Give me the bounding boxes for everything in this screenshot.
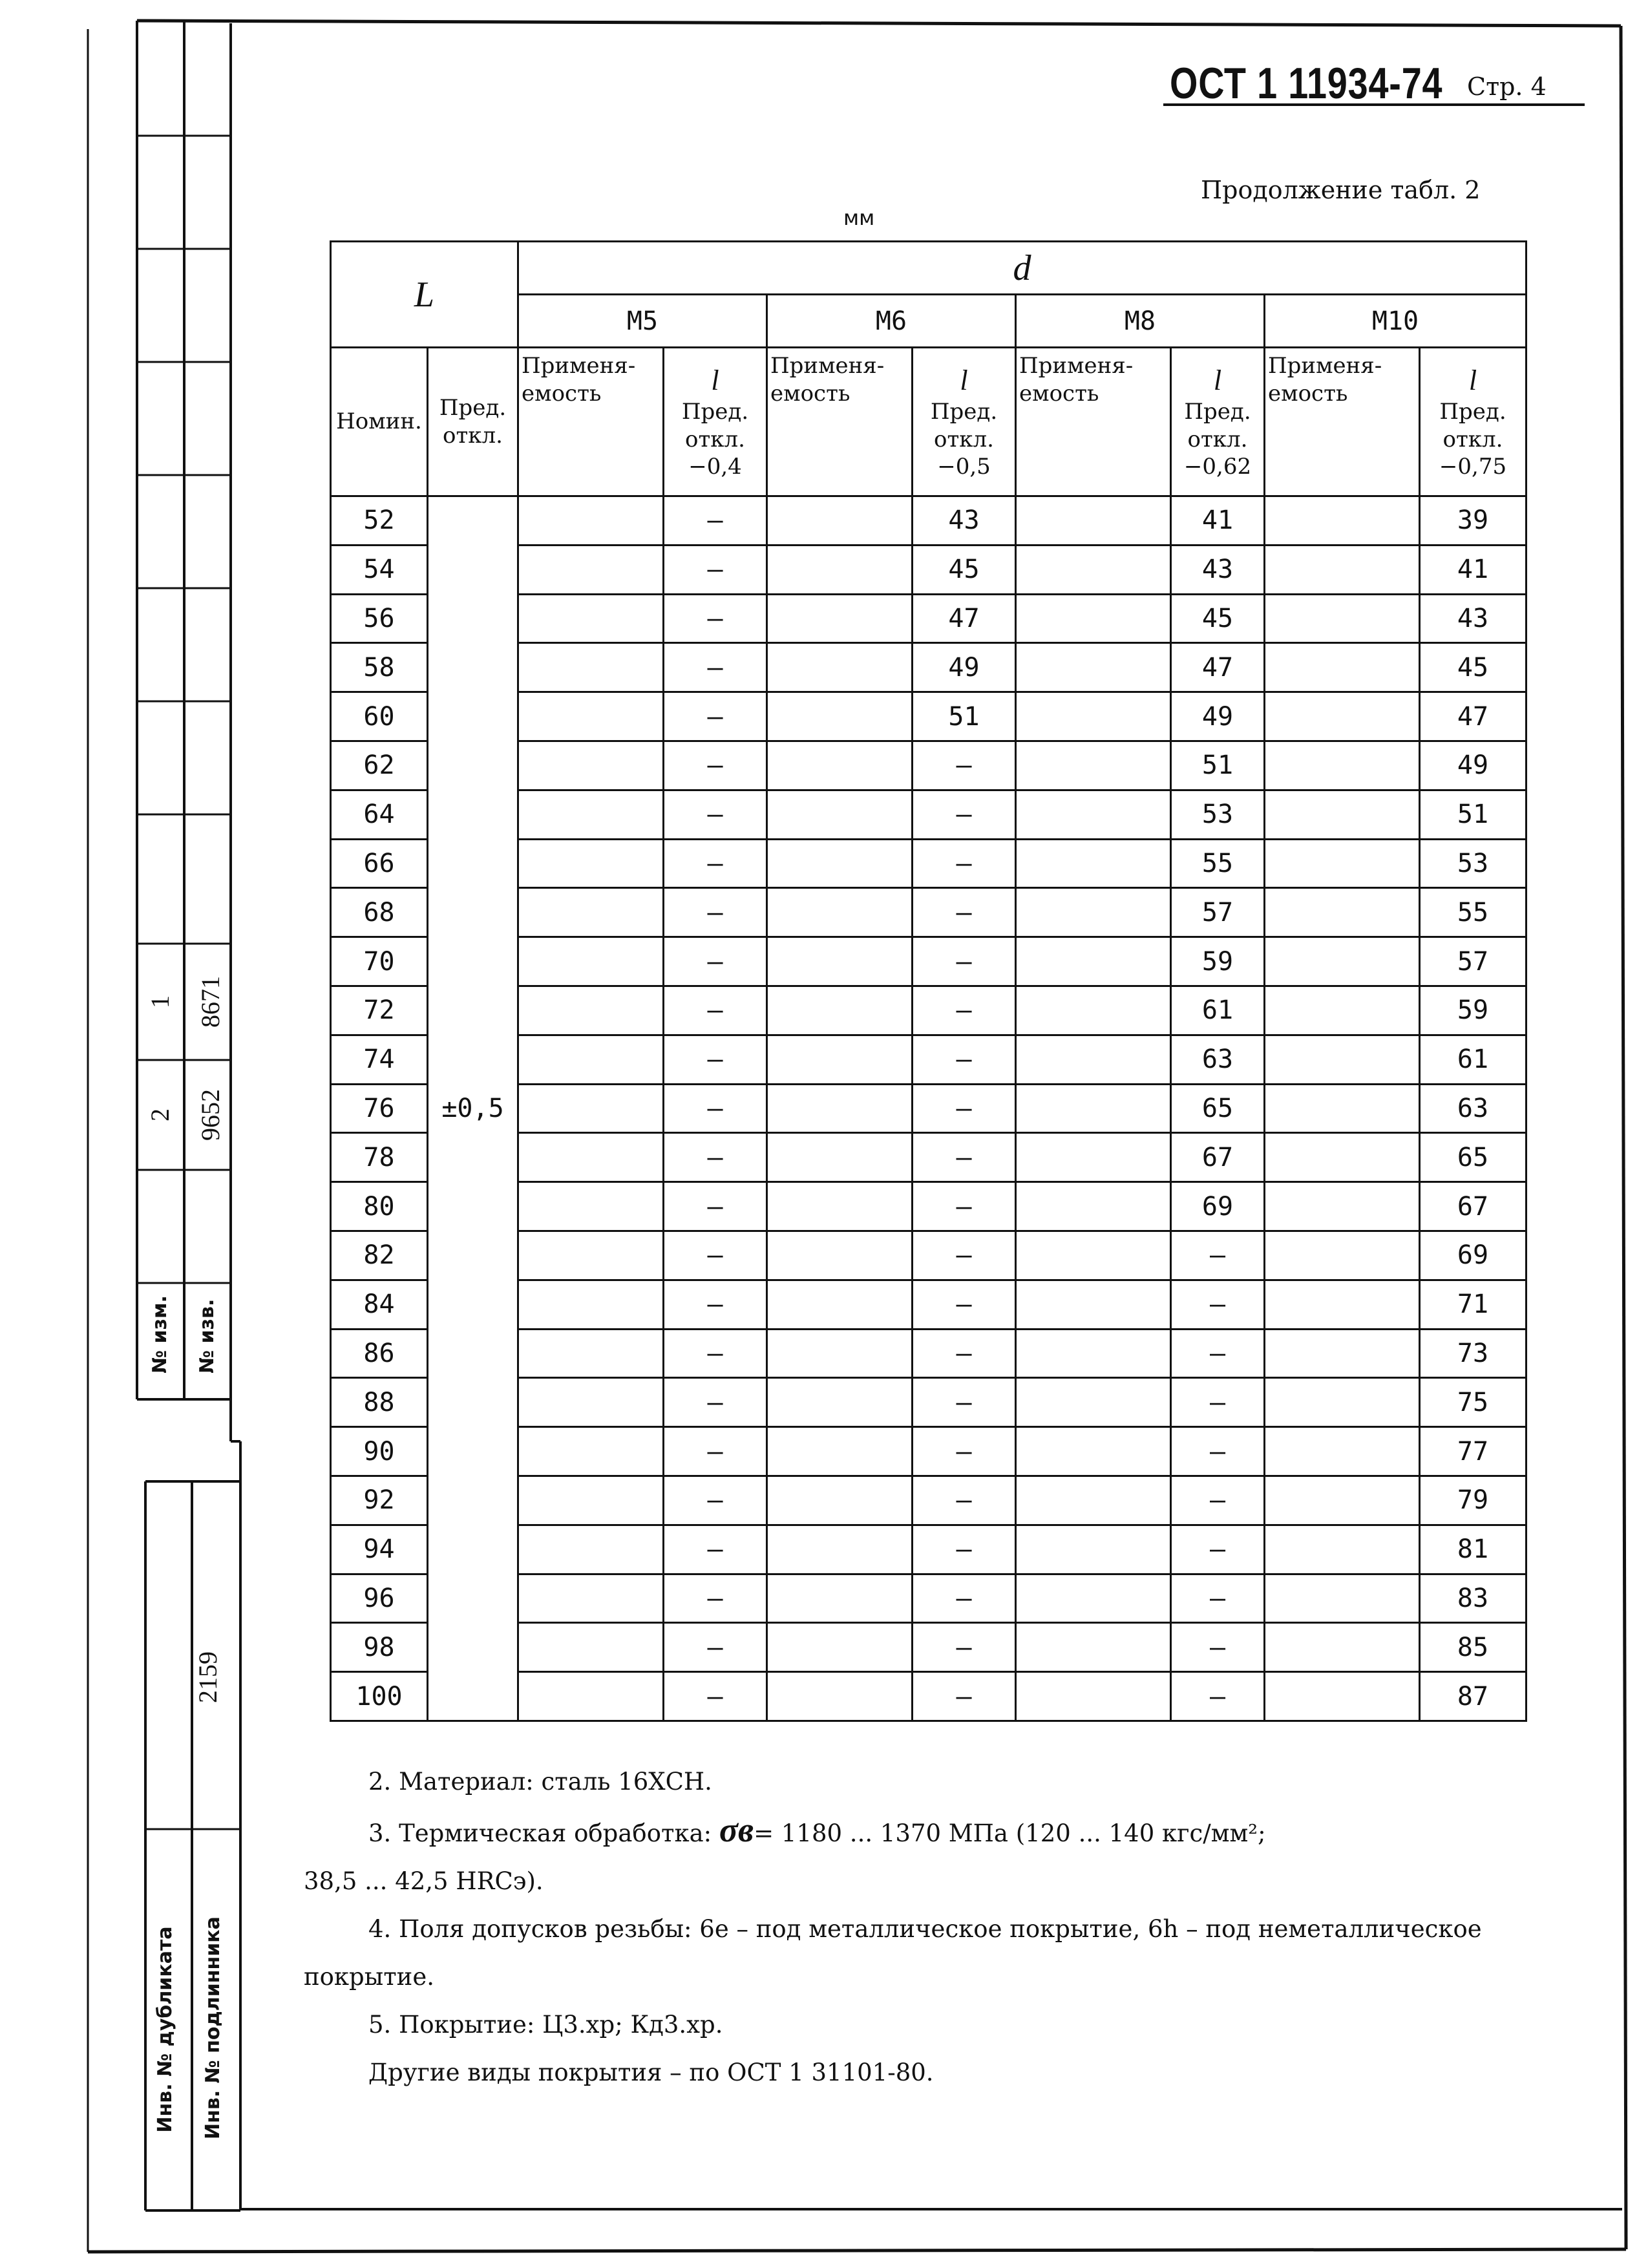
- applicability-cell-m6: [767, 545, 913, 594]
- l-cell-m5: –: [664, 1231, 767, 1280]
- applicability-cell-m5: [518, 692, 664, 741]
- note-heat-treatment: 3. Термическая обработка: σв= 1180 ... 1370 МПа (120 ... 140 кгс/мм²;: [368, 1810, 1266, 1849]
- l-cell-m5: –: [664, 888, 767, 937]
- change-number-2: 2: [145, 1108, 174, 1121]
- applicability-cell-m5: [518, 1574, 664, 1623]
- l-cell-m10: 75: [1420, 1378, 1527, 1427]
- L-header: L: [331, 242, 518, 348]
- applicability-cell-m8: [1016, 839, 1171, 888]
- applicability-cell-m5: [518, 986, 664, 1035]
- applicability-cell-m10: [1265, 888, 1420, 937]
- applicability-cell-m5: [518, 1182, 664, 1231]
- applicability-cell-m10: [1265, 839, 1420, 888]
- applicability-cell-m6: [767, 496, 913, 546]
- l-cell-m6: –: [913, 1427, 1016, 1476]
- nominal-length-cell: 72: [331, 986, 428, 1035]
- applicability-cell-m6: [767, 1133, 913, 1182]
- applicability-cell-m5: [518, 790, 664, 839]
- applicability-cell-m5: [518, 496, 664, 546]
- applicability-cell-m5: [518, 1084, 664, 1133]
- applicability-cell-m6: [767, 1672, 913, 1721]
- note-material: 2. Материал: сталь 16ХСН.: [368, 1768, 712, 1796]
- l-cell-m10: 47: [1420, 692, 1527, 741]
- l-cell-m5: –: [664, 643, 767, 692]
- l-cell-m8: –: [1171, 1231, 1265, 1280]
- applicability-cell-m8: [1016, 1623, 1171, 1672]
- l-cell-m10: 73: [1420, 1329, 1527, 1378]
- nominal-length-cell: 80: [331, 1182, 428, 1231]
- l-cell-m8: 49: [1171, 692, 1265, 741]
- applicability-cell-m6: [767, 986, 913, 1035]
- nominal-length-cell: 98: [331, 1623, 428, 1672]
- nominal-length-cell: 90: [331, 1427, 428, 1476]
- nominal-length-cell: 86: [331, 1329, 428, 1378]
- l-header-m8: l Пред. откл. −0,62: [1171, 348, 1265, 496]
- nominal-length-cell: 94: [331, 1525, 428, 1574]
- nominal-length-cell: 70: [331, 937, 428, 986]
- l-cell-m8: 59: [1171, 937, 1265, 986]
- nominal-header: Номин.: [331, 348, 428, 496]
- l-cell-m10: 49: [1420, 741, 1527, 790]
- deviation-header: Пред. откл.: [428, 348, 518, 496]
- l-cell-m5: –: [664, 692, 767, 741]
- applicability-cell-m8: [1016, 594, 1171, 643]
- l-cell-m6: –: [913, 1623, 1016, 1672]
- l-cell-m8: 57: [1171, 888, 1265, 937]
- applicability-cell-m6: [767, 1574, 913, 1623]
- l-cell-m6: –: [913, 986, 1016, 1035]
- nominal-length-cell: 92: [331, 1476, 428, 1525]
- l-cell-m10: 83: [1420, 1574, 1527, 1623]
- applicability-cell-m8: [1016, 1427, 1171, 1476]
- l-cell-m6: 47: [913, 594, 1016, 643]
- applicability-cell-m8: [1016, 888, 1171, 937]
- applicability-cell-m6: [767, 1378, 913, 1427]
- applicability-cell-m8: [1016, 1280, 1171, 1329]
- table-body: [331, 496, 1527, 1721]
- l-cell-m8: 53: [1171, 790, 1265, 839]
- l-cell-m5: –: [664, 1623, 767, 1672]
- applicability-cell-m5: [518, 1378, 664, 1427]
- l-cell-m10: 85: [1420, 1623, 1527, 1672]
- nominal-length-cell: 54: [331, 545, 428, 594]
- applicability-cell-m5: [518, 1525, 664, 1574]
- l-cell-m5: –: [664, 1525, 767, 1574]
- applicability-cell-m8: [1016, 1133, 1171, 1182]
- l-cell-m6: –: [913, 1035, 1016, 1084]
- thread-m8-header: М8: [1016, 295, 1265, 348]
- l-cell-m10: 59: [1420, 986, 1527, 1035]
- applicability-cell-m10: [1265, 1182, 1420, 1231]
- applicability-cell-m8: [1016, 1525, 1171, 1574]
- l-cell-m10: 41: [1420, 545, 1527, 594]
- note-thread-tolerance: 4. Поля допусков резьбы: 6е – под металлическое покрытие, 6h – под неметаллическое: [368, 1915, 1482, 1943]
- applicability-cell-m10: [1265, 1378, 1420, 1427]
- thread-m10-header: М10: [1265, 295, 1527, 348]
- applicability-cell-m8: [1016, 1084, 1171, 1133]
- l-cell-m5: –: [664, 1329, 767, 1378]
- applicability-cell-m6: [767, 937, 913, 986]
- l-header-m5: l Пред. откл. −0,4: [664, 348, 767, 496]
- l-header-m10: l Пред. откл. −0,75: [1420, 348, 1527, 496]
- l-cell-m6: –: [913, 937, 1016, 986]
- l-cell-m6: –: [913, 1476, 1016, 1525]
- applicability-cell-m6: [767, 1231, 913, 1280]
- l-cell-m5: –: [664, 1084, 767, 1133]
- l-header-m6: l Пред. откл. −0,5: [913, 348, 1016, 496]
- l-cell-m6: –: [913, 1574, 1016, 1623]
- nominal-length-cell: 62: [331, 741, 428, 790]
- applicability-cell-m8: [1016, 1182, 1171, 1231]
- applicability-cell-m5: [518, 1672, 664, 1721]
- l-cell-m6: –: [913, 1231, 1016, 1280]
- nominal-length-cell: 74: [331, 1035, 428, 1084]
- applicability-cell-m5: [518, 1476, 664, 1525]
- inv-duplicate-label: Инв. № дубликата: [154, 1926, 176, 2133]
- applicability-cell-m10: [1265, 1231, 1420, 1280]
- applicability-cell-m5: [518, 741, 664, 790]
- applicability-cell-m8: [1016, 1378, 1171, 1427]
- applicability-cell-m10: [1265, 692, 1420, 741]
- note-coating: 5. Покрытие: Ц3.хр; Кд3.хр.: [368, 2011, 723, 2039]
- dimensions-table: [330, 240, 1527, 1722]
- l-cell-m6: –: [913, 1672, 1016, 1721]
- applicability-cell-m8: [1016, 496, 1171, 546]
- l-cell-m8: –: [1171, 1378, 1265, 1427]
- applicability-cell-m10: [1265, 1329, 1420, 1378]
- l-cell-m8: –: [1171, 1476, 1265, 1525]
- applicability-cell-m8: [1016, 1329, 1171, 1378]
- l-cell-m8: 63: [1171, 1035, 1265, 1084]
- l-cell-m8: –: [1171, 1574, 1265, 1623]
- l-cell-m5: –: [664, 1476, 767, 1525]
- l-cell-m5: –: [664, 839, 767, 888]
- l-cell-m6: 43: [913, 496, 1016, 546]
- l-cell-m8: 45: [1171, 594, 1265, 643]
- applicability-cell-m6: [767, 741, 913, 790]
- l-cell-m8: –: [1171, 1280, 1265, 1329]
- nominal-length-cell: 76: [331, 1084, 428, 1133]
- l-cell-m10: 67: [1420, 1182, 1527, 1231]
- page-number: Стр. 4: [1467, 72, 1547, 101]
- applicability-cell-m5: [518, 1133, 664, 1182]
- thread-m6-header: М6: [767, 295, 1016, 348]
- l-cell-m5: –: [664, 545, 767, 594]
- applicability-cell-m6: [767, 1182, 913, 1231]
- l-cell-m5: –: [664, 1574, 767, 1623]
- applicability-cell-m8: [1016, 1231, 1171, 1280]
- notice-number-1: 8671: [196, 976, 225, 1028]
- l-cell-m6: –: [913, 741, 1016, 790]
- l-cell-m10: 79: [1420, 1476, 1527, 1525]
- applicability-cell-m10: [1265, 545, 1420, 594]
- l-cell-m10: 39: [1420, 496, 1527, 546]
- applicability-cell-m10: [1265, 1672, 1420, 1721]
- nominal-length-cell: 68: [331, 888, 428, 937]
- applicability-cell-m10: [1265, 1476, 1420, 1525]
- applicability-cell-m8: [1016, 643, 1171, 692]
- note-thread-tolerance-cont: покрытие.: [304, 1963, 434, 1991]
- l-cell-m8: –: [1171, 1672, 1265, 1721]
- l-cell-m8: –: [1171, 1525, 1265, 1574]
- applicability-cell-m5: [518, 1329, 664, 1378]
- l-cell-m5: –: [664, 1133, 767, 1182]
- l-cell-m6: 45: [913, 545, 1016, 594]
- l-cell-m10: 69: [1420, 1231, 1527, 1280]
- nominal-length-cell: 58: [331, 643, 428, 692]
- l-cell-m8: 67: [1171, 1133, 1265, 1182]
- applicability-cell-m6: [767, 790, 913, 839]
- nominal-length-cell: 78: [331, 1133, 428, 1182]
- l-cell-m8: 41: [1171, 496, 1265, 546]
- applicability-cell-m10: [1265, 594, 1420, 643]
- applicability-cell-m10: [1265, 1427, 1420, 1476]
- l-cell-m10: 63: [1420, 1084, 1527, 1133]
- applicability-cell-m6: [767, 1035, 913, 1084]
- applicability-cell-m10: [1265, 1133, 1420, 1182]
- nominal-length-cell: 88: [331, 1378, 428, 1427]
- l-cell-m8: 51: [1171, 741, 1265, 790]
- applicability-cell-m10: [1265, 741, 1420, 790]
- applicability-cell-m5: [518, 937, 664, 986]
- l-cell-m6: –: [913, 1280, 1016, 1329]
- l-cell-m10: 71: [1420, 1280, 1527, 1329]
- l-cell-m5: –: [664, 937, 767, 986]
- note-other-coatings: Другие виды покрытия – по ОСТ 1 31101-80.: [368, 2059, 934, 2086]
- applicability-cell-m6: [767, 692, 913, 741]
- l-cell-m6: 49: [913, 643, 1016, 692]
- l-cell-m8: 43: [1171, 545, 1265, 594]
- l-cell-m10: 77: [1420, 1427, 1527, 1476]
- l-cell-m6: 51: [913, 692, 1016, 741]
- note-heat-treatment-cont: 38,5 ... 42,5 HRCэ).: [304, 1867, 544, 1895]
- l-cell-m10: 61: [1420, 1035, 1527, 1084]
- applicability-cell-m6: [767, 839, 913, 888]
- applicability-cell-m8: [1016, 1035, 1171, 1084]
- applicability-cell-m8: [1016, 1672, 1171, 1721]
- l-cell-m5: –: [664, 1280, 767, 1329]
- l-cell-m10: 43: [1420, 594, 1527, 643]
- applicability-cell-m8: [1016, 986, 1171, 1035]
- l-cell-m5: –: [664, 986, 767, 1035]
- applicability-cell-m5: [518, 594, 664, 643]
- l-cell-m8: 55: [1171, 839, 1265, 888]
- applicability-cell-m10: [1265, 643, 1420, 692]
- l-cell-m8: 61: [1171, 986, 1265, 1035]
- applicability-cell-m6: [767, 643, 913, 692]
- l-cell-m5: –: [664, 496, 767, 546]
- l-cell-m6: –: [913, 1525, 1016, 1574]
- nominal-length-cell: 52: [331, 496, 428, 546]
- applicability-cell-m8: [1016, 937, 1171, 986]
- nominal-length-cell: 84: [331, 1280, 428, 1329]
- tolerance-cell: ±0,5: [428, 496, 518, 1721]
- applicability-cell-m5: [518, 1623, 664, 1672]
- nominal-length-cell: 56: [331, 594, 428, 643]
- l-cell-m6: –: [913, 1182, 1016, 1231]
- applicability-cell-m6: [767, 888, 913, 937]
- applicability-cell-m5: [518, 888, 664, 937]
- l-cell-m10: 81: [1420, 1525, 1527, 1574]
- l-cell-m10: 57: [1420, 937, 1527, 986]
- applicability-cell-m10: [1265, 1035, 1420, 1084]
- applicability-cell-m5: [518, 1231, 664, 1280]
- l-cell-m8: –: [1171, 1329, 1265, 1378]
- l-cell-m5: –: [664, 1035, 767, 1084]
- applicability-header-m5: Применя- емость: [518, 348, 664, 496]
- applicability-cell-m10: [1265, 496, 1420, 546]
- l-cell-m5: –: [664, 1182, 767, 1231]
- applicability-cell-m10: [1265, 937, 1420, 986]
- document-code: ОСТ 1 11934-74: [1170, 59, 1443, 108]
- l-cell-m6: –: [913, 1133, 1016, 1182]
- l-cell-m10: 55: [1420, 888, 1527, 937]
- change-label: № изм.: [149, 1295, 171, 1373]
- l-cell-m8: 47: [1171, 643, 1265, 692]
- thread-m5-header: М5: [518, 295, 767, 348]
- nominal-length-cell: 66: [331, 839, 428, 888]
- units-label: мм: [843, 206, 875, 230]
- applicability-cell-m5: [518, 839, 664, 888]
- applicability-cell-m6: [767, 1623, 913, 1672]
- applicability-header-m10: Применя- емость: [1265, 348, 1420, 496]
- l-cell-m6: –: [913, 1329, 1016, 1378]
- applicability-cell-m6: [767, 1476, 913, 1525]
- applicability-cell-m6: [767, 1084, 913, 1133]
- applicability-cell-m8: [1016, 741, 1171, 790]
- l-cell-m5: –: [664, 1672, 767, 1721]
- applicability-cell-m5: [518, 1280, 664, 1329]
- notes: [304, 1758, 1622, 2097]
- l-cell-m6: –: [913, 790, 1016, 839]
- applicability-cell-m10: [1265, 986, 1420, 1035]
- l-cell-m8: 69: [1171, 1182, 1265, 1231]
- l-cell-m6: –: [913, 1378, 1016, 1427]
- applicability-cell-m6: [767, 1329, 913, 1378]
- applicability-cell-m6: [767, 1280, 913, 1329]
- l-cell-m5: –: [664, 594, 767, 643]
- l-cell-m5: –: [664, 741, 767, 790]
- l-cell-m6: –: [913, 888, 1016, 937]
- l-cell-m8: –: [1171, 1427, 1265, 1476]
- applicability-cell-m5: [518, 1035, 664, 1084]
- l-cell-m10: 65: [1420, 1133, 1527, 1182]
- l-cell-m6: –: [913, 1084, 1016, 1133]
- applicability-cell-m6: [767, 1427, 913, 1476]
- nominal-length-cell: 60: [331, 692, 428, 741]
- notice-label: № изв.: [196, 1298, 218, 1373]
- applicability-cell-m6: [767, 1525, 913, 1574]
- nominal-length-cell: 64: [331, 790, 428, 839]
- l-cell-m10: 53: [1420, 839, 1527, 888]
- l-cell-m6: –: [913, 839, 1016, 888]
- applicability-cell-m10: [1265, 1280, 1420, 1329]
- applicability-cell-m8: [1016, 545, 1171, 594]
- table-row: [331, 496, 1527, 546]
- applicability-cell-m8: [1016, 790, 1171, 839]
- table-caption: Продолжение табл. 2: [1201, 176, 1481, 204]
- l-cell-m5: –: [664, 1427, 767, 1476]
- applicability-cell-m5: [518, 545, 664, 594]
- l-cell-m10: 87: [1420, 1672, 1527, 1721]
- applicability-cell-m10: [1265, 1525, 1420, 1574]
- applicability-cell-m8: [1016, 692, 1171, 741]
- nominal-length-cell: 82: [331, 1231, 428, 1280]
- applicability-cell-m5: [518, 643, 664, 692]
- l-cell-m5: –: [664, 790, 767, 839]
- l-cell-m5: –: [664, 1378, 767, 1427]
- l-cell-m8: 65: [1171, 1084, 1265, 1133]
- applicability-cell-m10: [1265, 1623, 1420, 1672]
- l-cell-m8: –: [1171, 1623, 1265, 1672]
- nominal-length-cell: 96: [331, 1574, 428, 1623]
- applicability-header-m6: Применя- емость: [767, 348, 913, 496]
- applicability-cell-m10: [1265, 1574, 1420, 1623]
- notice-number-2: 9652: [196, 1089, 225, 1141]
- inv-original-number: 2159: [193, 1651, 222, 1703]
- applicability-cell-m10: [1265, 1084, 1420, 1133]
- nominal-length-cell: 100: [331, 1672, 428, 1721]
- inv-original-label: Инв. № подлинника: [202, 1916, 224, 2139]
- applicability-cell-m8: [1016, 1574, 1171, 1623]
- applicability-cell-m10: [1265, 790, 1420, 839]
- l-cell-m10: 45: [1420, 643, 1527, 692]
- applicability-header-m8: Применя- емость: [1016, 348, 1171, 496]
- applicability-cell-m5: [518, 1427, 664, 1476]
- l-cell-m10: 51: [1420, 790, 1527, 839]
- d-header: d: [518, 242, 1527, 295]
- applicability-cell-m6: [767, 594, 913, 643]
- applicability-cell-m8: [1016, 1476, 1171, 1525]
- change-number-1: 1: [145, 995, 174, 1008]
